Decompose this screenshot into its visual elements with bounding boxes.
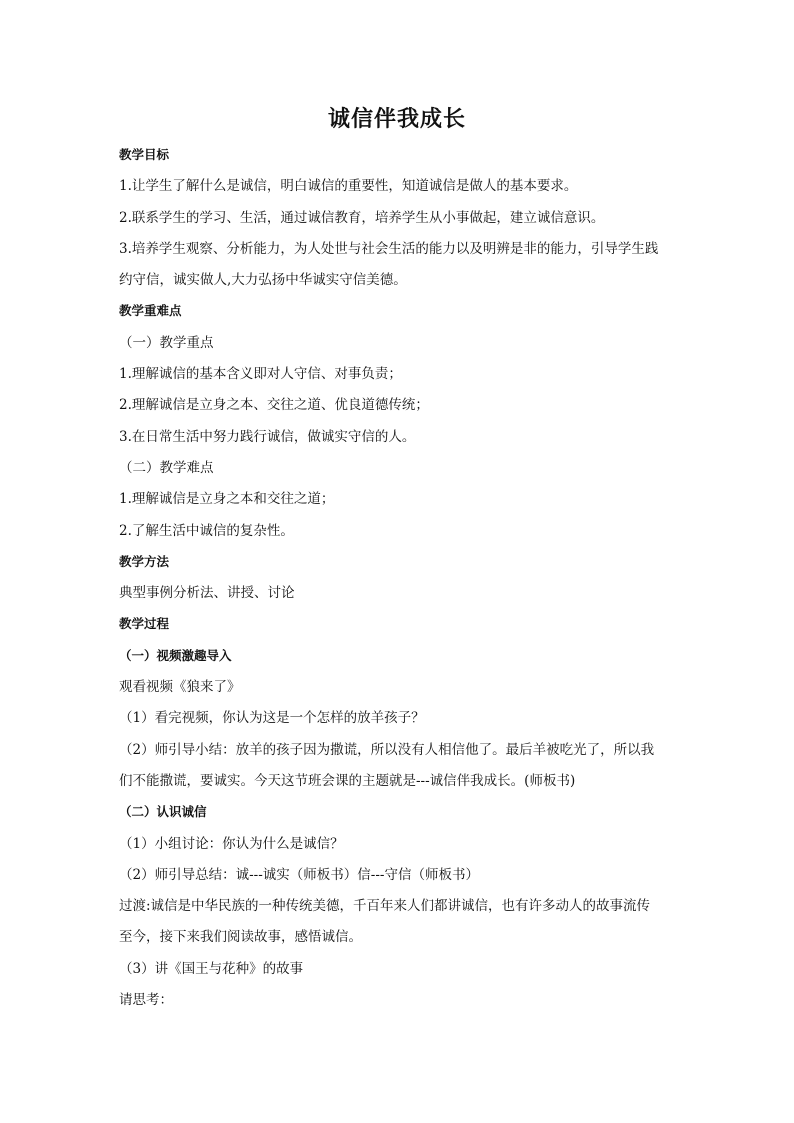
section-heading: 教学方法 bbox=[119, 553, 170, 569]
paragraph-line: （3）讲《国王与花种》的故事 bbox=[119, 960, 304, 977]
paragraph-line: 过渡:诚信是中华民族的一种传统美德，千百年来人们都讲诚信，也有许多动人的故事流传 bbox=[119, 898, 651, 915]
paragraph-line: （一）教学重点 bbox=[119, 334, 214, 351]
paragraph-line: （1）看完视频，你认为这是一个怎样的放羊孩子？ bbox=[119, 710, 425, 727]
section-heading: （二）认识诚信 bbox=[119, 804, 207, 820]
section-heading: 教学目标 bbox=[119, 147, 170, 162]
paragraph-line: 2.了解生活中诚信的复杂性。 bbox=[119, 522, 294, 539]
paragraph-line: 典型事例分析法、讲授、讨论 bbox=[119, 585, 295, 602]
paragraph-line: 1.让学生了解什么是诚信，明白诚信的重要性，知道诚信是做人的基本要求。 bbox=[119, 178, 578, 195]
paragraph-line: 1.理解诚信的基本含义即对人守信、对事负责； bbox=[119, 366, 402, 383]
paragraph-line: 至今，接下来我们阅读故事，感悟诚信。 bbox=[119, 929, 362, 946]
section-heading: 教学过程 bbox=[119, 616, 170, 632]
paragraph-line: （2）师引导小结：放羊的孩子因为撒谎，所以没有人相信他了。最后羊被吃光了，所以我 bbox=[119, 741, 655, 758]
paragraph-line: （二）教学难点 bbox=[119, 459, 214, 476]
paragraph-line: （2）师引导总结：诚---诚实（师板书）信---守信（师板书） bbox=[119, 866, 479, 883]
paragraph-line: 3.培养学生观察、分析能力，为人处世与社会生活的能力以及明辨是非的能力，引导学生践 bbox=[119, 240, 659, 257]
paragraph-line: 观看视频《狼来了》 bbox=[119, 679, 241, 696]
paragraph-line: 2.联系学生的学习、生活，通过诚信教育，培养学生从小事做起，建立诚信意识。 bbox=[119, 209, 605, 226]
paragraph-line: 2.理解诚信是立身之本、交往之道、优良道德传统； bbox=[119, 397, 429, 414]
paragraph-line: 约守信，诚实做人,大力弘扬中华诚实守信美德。 bbox=[119, 272, 407, 289]
paragraph-line: （1）小组讨论：你认为什么是诚信？ bbox=[119, 835, 344, 852]
paragraph-line: 们不能撒谎，要诚实。今天这节班会课的主题就是---诚信伴我成长。(师板书) bbox=[119, 772, 576, 789]
document-title: 诚信伴我成长 bbox=[327, 107, 466, 132]
paragraph-line: 请思考： bbox=[119, 992, 173, 1009]
document-body bbox=[119, 145, 679, 1021]
section-heading: （一）视频激趣导入 bbox=[119, 647, 232, 663]
paragraph-line: 1.理解诚信是立身之本和交往之道； bbox=[119, 491, 335, 508]
section-heading: 教学重难点 bbox=[119, 303, 182, 319]
paragraph-line: 3.在日常生活中努力践行诚信，做诚实守信的人。 bbox=[119, 428, 416, 445]
